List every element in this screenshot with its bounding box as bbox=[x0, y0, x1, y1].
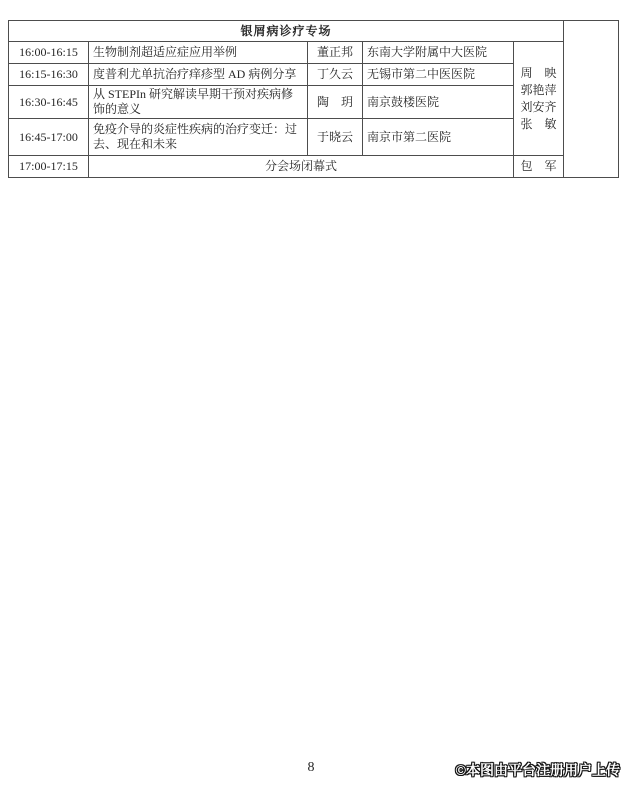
speaker-hospital: 南京市第二医院 bbox=[363, 119, 514, 156]
talk-topic: 度普利尤单抗治疗痒疹型 AD 病例分享 bbox=[89, 64, 308, 86]
watermark-text: ©本图由平台注册用户上传 bbox=[455, 762, 620, 778]
talk-topic: 从 STEPIn 研究解读早期干预对疾病修饰的意义 bbox=[89, 86, 308, 119]
closing-row bbox=[9, 156, 619, 178]
speaker-hospital: 无锡市第二中医医院 bbox=[363, 64, 514, 86]
closing-moderator-name: 包 军 bbox=[514, 156, 564, 178]
table-row bbox=[9, 42, 619, 64]
talk-topic: 生物制剂超适应症应用举例 bbox=[89, 42, 308, 64]
moderator-name: 张 敏 bbox=[520, 116, 557, 131]
table-header-row bbox=[9, 21, 619, 42]
speaker-name: 陶 玥 bbox=[308, 86, 363, 119]
session-title: 银屑病诊疗专场 bbox=[9, 21, 564, 42]
moderator-name: 郭艳萍 bbox=[520, 82, 557, 97]
moderator-name: 周 映 bbox=[520, 65, 557, 80]
speaker-hospital: 东南大学附属中大医院 bbox=[363, 42, 514, 64]
time-slot: 17:00-17:15 bbox=[9, 156, 89, 178]
empty-right-column-cell bbox=[564, 21, 619, 178]
talk-topic: 免疫介导的炎症性疾病的治疗变迁：过去、现在和未来 bbox=[89, 119, 308, 156]
speaker-name: 于晓云 bbox=[308, 119, 363, 156]
time-slot: 16:45-17:00 bbox=[9, 119, 89, 156]
moderators-cell bbox=[514, 42, 564, 156]
closing-ceremony-title: 分会场闭幕式 bbox=[89, 156, 514, 178]
time-slot: 16:00-16:15 bbox=[9, 42, 89, 64]
speaker-hospital: 南京鼓楼医院 bbox=[363, 86, 514, 119]
speaker-name: 董正邦 bbox=[308, 42, 363, 64]
page-number: 8 bbox=[307, 760, 315, 775]
speaker-name: 丁久云 bbox=[308, 64, 363, 86]
time-slot: 16:30-16:45 bbox=[9, 86, 89, 119]
time-slot: 16:15-16:30 bbox=[9, 64, 89, 86]
session-schedule-table bbox=[8, 20, 619, 178]
moderator-name: 刘安齐 bbox=[520, 99, 557, 114]
